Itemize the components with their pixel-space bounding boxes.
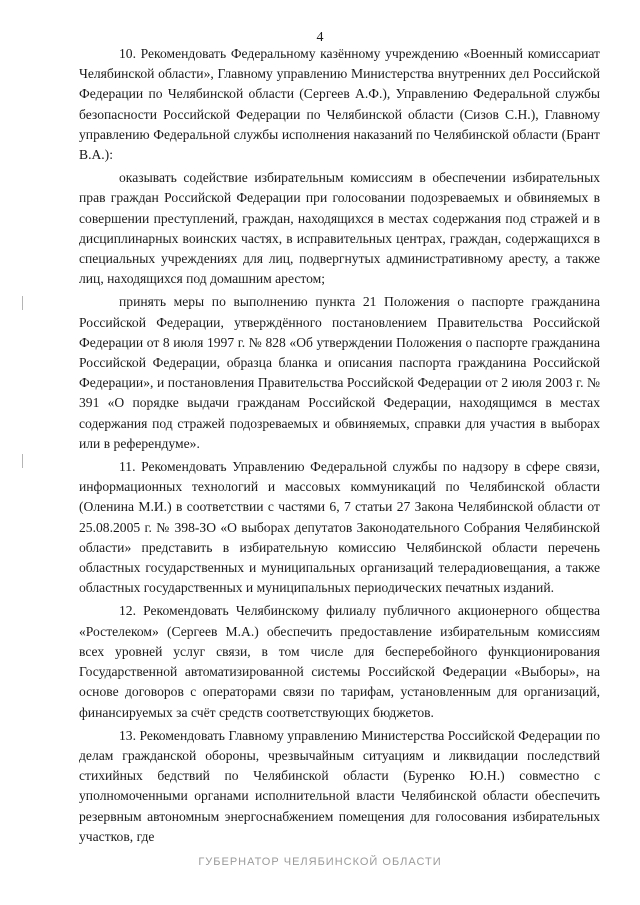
footer-watermark: ГУБЕРНАТОР ЧЕЛЯБИНСКОЙ ОБЛАСТИ [198,856,442,868]
paragraph-10: 10. Рекомендовать Федеральному казённому учреждению «Военный комиссариат Челябинской области», Главному управлению Министерства внутренних дел Российской Федерации по Челябинской области (Сергеев А.Ф.), Управлению Федеральной службы безопасности Российской Федерации по Челябинской области (Сизов С.Н.), Главному управлению Федеральной службы исполнения наказаний по Челябинской области (Брант В.А.): [79,46,600,163]
paragraph-13: 13. Рекомендовать Главному управлению Министерства Российской Федерации по делам гражданской обороны, чрезвычайным ситуациям и ликвидации последствий стихийных бедствий по Челябинской области (Буренко Ю.Н.) совместно с уполномоченными органами исполнительной власти Челябинской области обеспечить резервным автономным энергоснабжением помещения для голосования избирательных участков, где [79,727,600,844]
paragraph-10-item-1: оказывать содействие избирательным комиссиям в обеспечении избирательных прав граждан Российской Федерации при голосовании подозреваемых и обвиняемых в совершении преступлений, граждан, находящихся в местах содержания под стражей и в дисциплинарных воинских частях, в исправительных центрах, граждан, содержащихся в специальных учреждениях для лиц, подвергнутых административному аресту, а также лиц, находящихся под домашним арестом; [79,170,600,287]
paragraph-10-item-2: принять меры по выполнению пункта 21 Положения о паспорте гражданина Российской Федерации, утверждённого постановлением Правительства Российской Федерации от 8 июля 1997 г. № 828 «Об утверждении Положения о паспорте гражданина Российской Федерации, образца бланка и описания паспорта гражданина Российской Федерации», и постановления Правительства Российской Федерации от 2 июля 2003 г. № 391 «О порядке выдачи гражданам Российской Федерации, находящимся в местах содержания под стражей подозреваемых и обвиняемых, справки для участия в выборах или в референдуме». [79,294,600,451]
page-number: 4 [316,30,324,45]
document-body [79,44,600,850]
margin-mark [22,454,23,468]
margin-mark [22,296,23,310]
paragraph-12: 12. Рекомендовать Челябинскому филиалу публичного акционерного общества «Ростелеком» (Сергеев М.А.) обеспечить предоставление избирательным комиссиям всех уровней услуг связи, в том числе для бесперебойного функционирования Государственной автоматизированной системы Российской Федерации «Выборы», на основе договоров с операторами связи по тарифам, установленным для организаций, финансируемых за счёт средств соответствующих бюджетов. [79,603,600,720]
paragraph-11: 11. Рекомендовать Управлению Федеральной службы по надзору в сфере связи, информационных технологий и массовых коммуникаций по Челябинской области (Оленина М.И.) в соответствии с частями 6, 7 статьи 27 Закона Челябинской области от 25.08.2005 г. № 398-ЗО «О выборах депутатов Законодательного Собрания Челябинской области» представить в избирательную комиссию Челябинской области перечень областных государственных и муниципальных организаций телерадиовещания, а также областных государственных и муниципальных периодических печатных изданий. [79,459,600,596]
